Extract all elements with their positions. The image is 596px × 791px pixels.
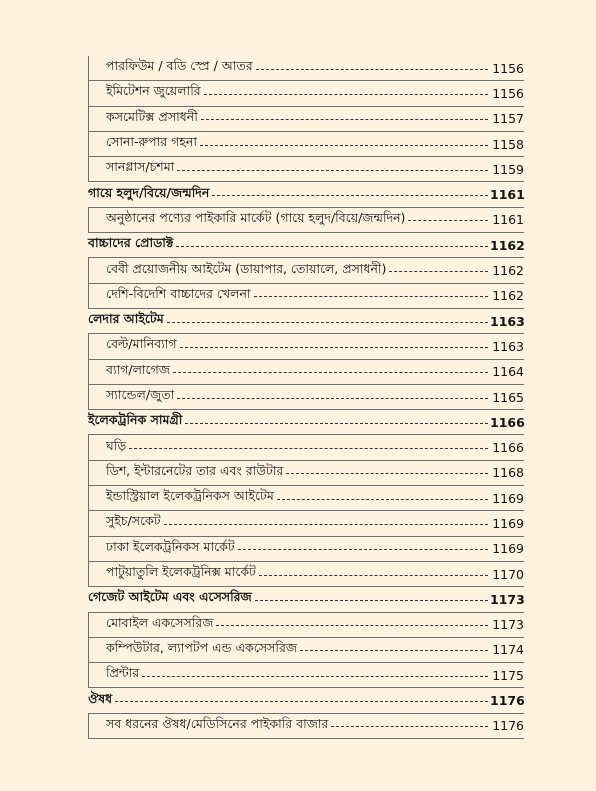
page-number: 1164	[492, 364, 524, 380]
dot-leader	[277, 499, 488, 500]
group-border-line	[88, 56, 89, 182]
toc-item-row	[88, 663, 524, 688]
toc-item-title: দেশি-বিদেশি বাচ্চাদের খেলনা	[106, 285, 251, 301]
toc-item-row	[88, 435, 524, 460]
page-number: 1168	[492, 465, 524, 481]
dot-leader	[167, 322, 488, 323]
toc-item-row	[88, 385, 524, 410]
dot-leader	[256, 69, 488, 70]
toc-item-row	[88, 562, 524, 587]
toc-item-title: ইন্ডাস্ট্রিয়াল ইলেকট্রনিকস আইটেম	[106, 488, 274, 504]
toc-item-title: ঢাকা ইলেকট্রনিকস মার্কেট	[106, 538, 235, 554]
dot-leader	[300, 650, 488, 651]
toc-item-title: ইমিটেশন জুয়েলারি	[106, 83, 201, 99]
toc-item-title: ব্যাগ/লাগেজ	[106, 361, 170, 377]
dot-leader	[408, 220, 488, 221]
page-number: 1163	[490, 313, 525, 329]
dot-leader	[200, 145, 488, 146]
group-border-line	[88, 258, 89, 309]
page-number: 1165	[492, 389, 524, 405]
toc-item-row	[88, 334, 524, 359]
toc-item-title: পাটুয়াতুলি ইলেকট্রনিক্স মার্কেট	[106, 564, 256, 580]
page-number: 1158	[492, 136, 524, 152]
page-number: 1161	[492, 212, 524, 228]
page-number: 1161	[490, 187, 525, 203]
page-number: 1169	[492, 541, 524, 557]
page-number: 1173	[490, 591, 525, 607]
toc-item-row	[88, 638, 524, 663]
dot-leader	[177, 170, 488, 171]
toc-section-row	[88, 182, 524, 207]
toc-item-row	[88, 208, 524, 233]
toc-section-title: গেজেট আইটেম এবং এসেসরিজ	[88, 589, 252, 605]
page-number: 1162	[490, 237, 525, 253]
page-number: 1166	[490, 414, 525, 430]
toc-item-title: সোনা-রুপার গহনা	[106, 134, 197, 150]
toc-section-row	[88, 587, 524, 612]
dot-leader	[212, 195, 488, 196]
page-number: 1157	[492, 111, 524, 127]
page-number: 1176	[490, 693, 525, 709]
toc-section-row	[88, 688, 524, 713]
toc-item-title: ঘড়ি	[106, 437, 127, 453]
toc-item-row	[88, 56, 524, 81]
toc-item-row	[88, 157, 524, 182]
toc-item-row	[88, 511, 524, 536]
toc-item-title: বেল্ট/মানিব্যাগ	[106, 336, 177, 352]
toc-item-title: স্যান্ডেল/জুতা	[106, 387, 175, 402]
toc-item-title: বেবী প্রয়োজনীয় আইটেম (ডায়াপার, তোয়ালে, প্রসাধনী)	[106, 260, 387, 276]
toc-item-title: পারফিউম / বডি স্প্রে / আতর	[106, 58, 253, 74]
toc-item-row	[88, 258, 524, 283]
dot-leader	[115, 701, 488, 702]
toc-item-title: সুইচ/সকেট	[106, 513, 161, 529]
group-border-line	[88, 435, 89, 587]
dot-leader	[164, 524, 488, 525]
dot-leader	[204, 94, 488, 95]
toc-section-row	[88, 233, 524, 258]
dot-leader	[176, 246, 488, 247]
toc-item-title: সব ধরনের ঔষধ/মেডিসিনের পাইকারি বাজার	[106, 715, 329, 731]
toc-item-row	[88, 107, 524, 132]
toc-item-title: ডিশ, ইন্টারনেটের তার এবং রাউটার	[106, 462, 284, 478]
dot-leader	[173, 372, 488, 373]
toc-section-title: গায়ে হলুদ/বিয়ে/জন্মদিন	[88, 184, 210, 200]
dot-leader	[331, 726, 488, 727]
toc-item-title: অনুষ্ঠানের পণ্যের পাইকারি মার্কেট (গায়ে হলুদ/বিয়ে/জন্মদিন)	[106, 209, 406, 225]
toc-item-row	[88, 132, 524, 157]
toc-section-title: বাচ্চাদের প্রোডাক্ট	[88, 235, 174, 251]
dot-leader	[286, 473, 488, 474]
page-number: 1173	[492, 617, 524, 633]
dot-leader	[238, 549, 488, 550]
page-number: 1174	[492, 642, 524, 658]
page-number: 1166	[492, 440, 524, 456]
group-border-line	[88, 613, 89, 689]
toc-item-title: মোবাইল একসেসরিজ	[106, 614, 214, 630]
dot-leader	[185, 423, 488, 424]
dot-leader	[201, 119, 488, 120]
toc-section-title: লেদার আইটেম	[88, 311, 164, 327]
page-number: 1156	[492, 60, 524, 76]
toc-item-row	[88, 714, 524, 739]
dot-leader	[389, 271, 488, 272]
toc-item-row	[88, 284, 524, 309]
dot-leader	[177, 398, 488, 399]
toc-item-row	[88, 81, 524, 106]
toc-section-title: ইলেকট্রনিক সামগ্রী	[88, 412, 183, 428]
page-number: 1169	[492, 490, 524, 506]
page-number: 1169	[492, 515, 524, 531]
page-number: 1162	[492, 288, 524, 304]
dot-leader	[216, 625, 488, 626]
dot-leader	[180, 347, 488, 348]
group-border-line	[88, 334, 89, 410]
group-border-line	[88, 208, 89, 233]
toc-section-title: ঔষধ	[88, 690, 113, 706]
table-of-contents	[88, 56, 524, 739]
page-number: 1176	[492, 718, 524, 734]
dot-leader	[129, 448, 488, 449]
dot-leader	[254, 296, 488, 297]
dot-leader	[142, 676, 488, 677]
toc-item-row	[88, 461, 524, 486]
toc-item-title: কম্পিউটার, ল্যাপটপ এন্ড একসেসরিজ	[106, 639, 298, 655]
page-number: 1162	[492, 263, 524, 279]
group-border-line	[88, 714, 89, 739]
toc-section-row	[88, 309, 524, 334]
page-number: 1170	[492, 566, 524, 582]
page-number: 1163	[492, 338, 524, 354]
toc-item-row	[88, 486, 524, 511]
toc-item-title: কসমেটিক্স প্রসাধনী	[106, 108, 198, 124]
page-number: 1175	[492, 667, 524, 683]
toc-item-row	[88, 613, 524, 638]
toc-item-title: প্রিন্টার	[106, 665, 140, 681]
page-number: 1156	[492, 85, 524, 101]
toc-item-row	[88, 360, 524, 385]
dot-leader	[259, 575, 488, 576]
toc-section-row	[88, 410, 524, 435]
page-number: 1159	[492, 161, 524, 177]
dot-leader	[255, 600, 488, 601]
toc-item-row	[88, 537, 524, 562]
toc-item-title: সানগ্লাস/চশমা	[106, 159, 175, 175]
